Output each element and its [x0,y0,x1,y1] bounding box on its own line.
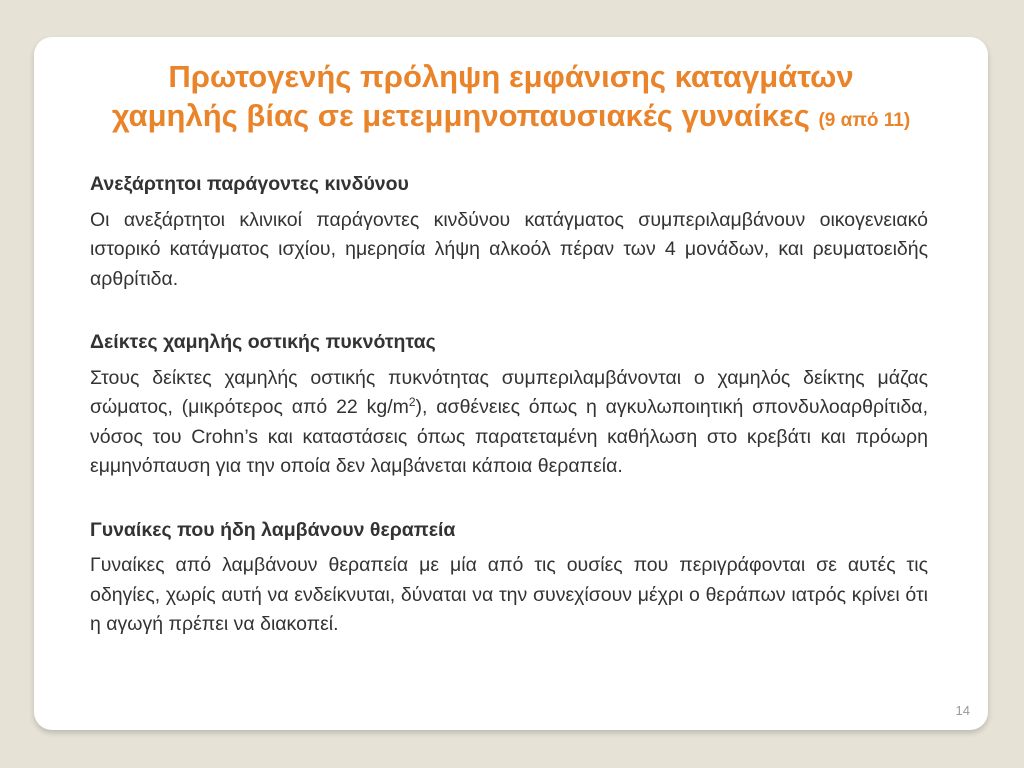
title-line-2-text: χαμηλής βίας σε μετεμμηνοπαυσιακές γυναίκες [111,98,810,133]
section-text: Οι ανεξάρτητοι κλινικοί παράγοντες κινδύνου κατάγματος συμπεριλαμβάνουν οικογενειακό ιστορικό κατάγματος ισχίου, ημερησία λήψη αλκοόλ πέραν των 4 μονάδων, και ρευματοειδής αρθρίτιδα. [90,208,928,290]
section-low-bone-density [90,328,928,482]
slide-title [34,57,988,140]
slide-content [90,170,928,640]
section-text-part-2: ), ασθένειες όπως η αγκυλωποιητική σπονδυλοαρθρίτιδα, νόσος του Crohn’s και καταστάσεις όπως παρατεταμένη καθήλωση στο κρεβάτι και πρόωρη εμμηνόπαυση για την οποία δεν λαμβάνεται κάποια θεραπεία. [90,396,928,477]
section-text [90,364,928,482]
section-text: Γυναίκες από λαμβάνουν θεραπεία με μία από τις ουσίες που περιγράφονται σε αυτές τις οδηγίες, χωρίς αυτή να ενδείκνυται, δύναται να την συνεχίσουν μέχρι ο θεράπων ιατρός κρίνει ότι η αγωγή πρέπει να διακοπεί. [90,554,928,635]
slide-counter: (9 από 11) [818,110,911,131]
title-line-1: Πρωτογενής πρόληψη εμφάνισης καταγμάτων [168,59,854,94]
superscript: 2 [408,395,416,409]
section-heading: Γυναίκες που ήδη λαμβάνουν θεραπεία [90,518,456,541]
section-heading: Δείκτες χαμηλής οστικής πυκνότητας [90,331,436,353]
section-risk-factors [90,170,928,294]
slide [34,37,988,730]
section-heading: Ανεξάρτητοι παράγοντες κινδύνου [90,173,409,195]
title-line-2 [34,96,988,140]
page-number: 14 [955,703,970,718]
section-text-part-1: Στους δείκτες χαμηλής οστικής πυκνότητας συμπεριλαμβάνονται ο χαμηλός δείκτης μάζας σώματος, (μικρότερος από 22 kg/m [90,366,928,418]
section-existing-treatment [90,516,928,640]
